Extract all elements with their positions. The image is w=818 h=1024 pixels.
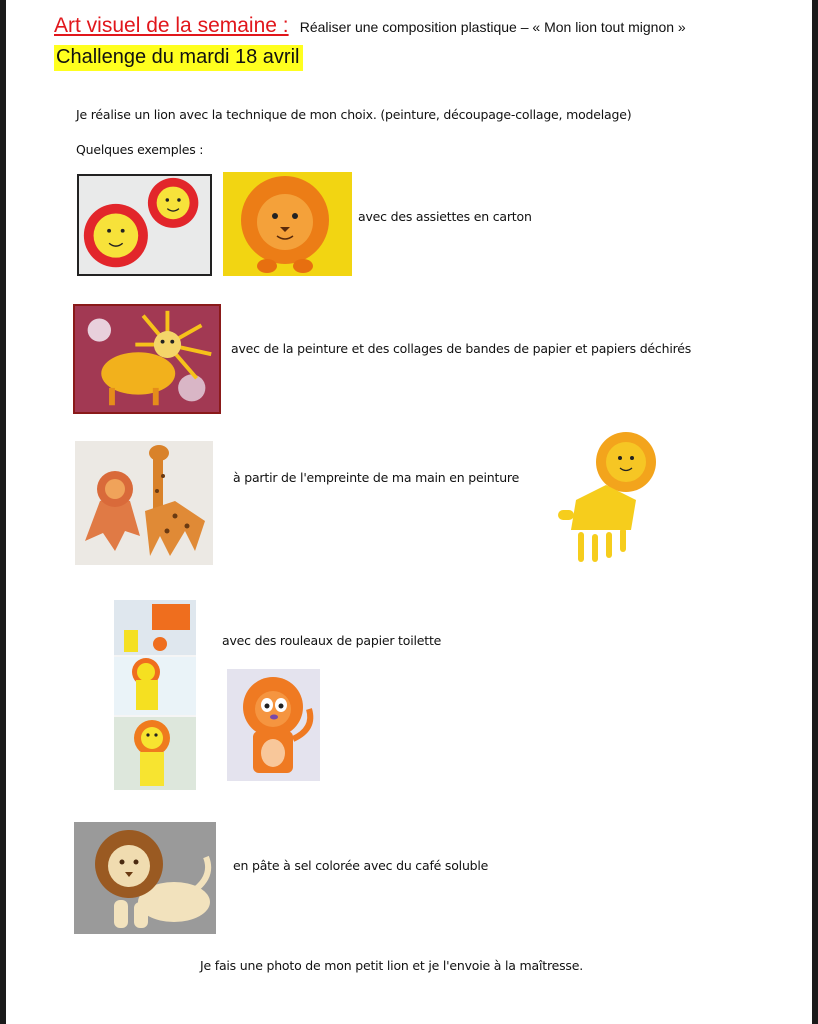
toilet-roll-lions-steps-photo — [114, 600, 196, 790]
page-edge-right — [812, 0, 818, 1024]
caption-paper-plates: avec des assiettes en carton — [358, 209, 532, 224]
page-title: Art visuel de la semaine : — [54, 14, 289, 37]
caption-toilet-rolls: avec des rouleaux de papier toilette — [222, 633, 442, 648]
paper-plate-lions-photo — [77, 174, 212, 276]
collage-lion-photo — [73, 304, 221, 414]
page-subtitle: Réaliser une composition plastique – « Mon lion tout mignon » — [299, 19, 686, 35]
handprint-animals-photo — [75, 441, 213, 565]
page-title-line — [54, 14, 686, 38]
salt-dough-lion-photo — [74, 822, 216, 934]
examples-label: Quelques exemples : — [76, 142, 204, 157]
caption-handprint: à partir de l'empreinte de ma main en peinture — [233, 470, 520, 485]
intro-text: Je réalise un lion avec la technique de mon choix. (peinture, découpage-collage, modelage) — [76, 107, 632, 122]
caption-collage: avec de la peinture et des collages de bandes de papier et papiers déchirés — [231, 341, 692, 356]
orange-toilet-roll-lion-photo — [227, 669, 320, 781]
challenge-date: Challenge du mardi 18 avril — [54, 45, 303, 71]
closing-text: Je fais une photo de mon petit lion et je l'envoie à la maîtresse. — [200, 958, 583, 973]
orange-plate-lion-photo — [223, 172, 352, 276]
page-edge-left — [0, 0, 6, 1024]
caption-salt-dough: en pâte à sel colorée avec du café soluble — [233, 858, 489, 873]
yellow-handprint-lion-photo — [556, 420, 660, 570]
